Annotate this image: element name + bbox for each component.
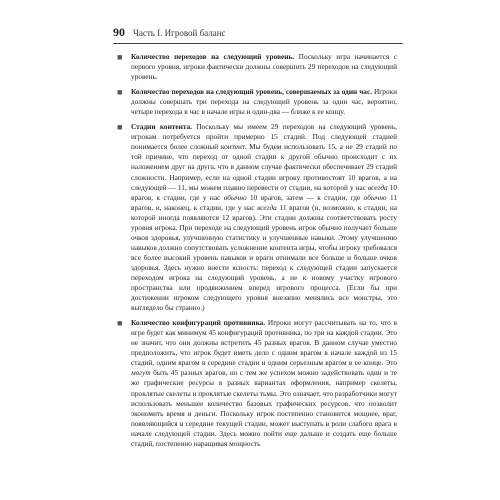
- list-item-body: Поскольку мы имеем 29 переходов на следующий уровень, игрокам потребуется пройти примерно 15 стадий. Под следующей стадией понимается более сложный контент. Мы будем использовать 15, а не 29 стадий по той причине, что переход от одной стадии к другой обычно происходит с их наложением друг на друга, что в данном случае фактически обеспечивает 29 стадий сложности. Например, если на одной стадии игроку противостоят 10 врагов, а на следующей — 11, мы можем плавно перевести от стадии, на которой у нас: [131, 122, 397, 192]
- emphasis: всегда: [368, 182, 388, 192]
- list-item: [117, 318, 397, 449]
- list-item: [117, 122, 397, 313]
- list-item-title: Стадии контента.: [131, 122, 192, 132]
- square-bullet-icon: ■: [117, 318, 123, 329]
- list-item-text: [131, 87, 397, 117]
- emphasis: всегда: [257, 202, 277, 212]
- list-item-text: [131, 52, 397, 82]
- list-item-text: [131, 122, 397, 313]
- list-item-body: быть 45 разных врагов, но с тем же успехом можно задействовать один и те же графические ресурсы в разных вариантах оформления, например скелеты, проклятые скелеты и проклятые скелеты тьмы. Это означает, что разработчики могут использовать меньшее количество базовых графических ресурсов, что позволит экономить время и деньги. Поскольку игрок постепенно становится мощнее, враг, появляющийся в середине текущей стадии, может выступать в роли слабого врага в начале следующей стадии. Здесь можно пойти еще дальше и создать еще больше стадий, постепенно наращивая мощность: [131, 368, 397, 448]
- square-bullet-icon: ■: [117, 87, 123, 98]
- list-item-text: [131, 318, 397, 449]
- list-item-body: 11 врагов, и, наконец, к стадии, где у нас: [131, 192, 398, 212]
- list-item-body: Игроки могут рассчитывать на то, что в игре будет как минимум 45 конфигураций противника, по три на каждой стадии. Это не значит, что они должны встретить 45 разных врагов. В данном случае уместно предположить, что игрок будет иметь дело с одним врагом в начале каждой из 15 стадий, одним врагом в середине стадии и одним серьезным врагом в ее конце. Это: [131, 318, 398, 368]
- list-item-body: Поскольку игра начинается с первого уровня, игроки фактически должны совершить 29 переходов на следующий уровень.: [131, 52, 398, 82]
- list-item: [117, 87, 397, 117]
- list-item-title: Количество переходов на следующий уровень, совершаемых за один час.: [131, 87, 373, 97]
- emphasis: могут: [131, 368, 151, 378]
- page-header: [113, 25, 403, 44]
- chapter-title: Часть I. Игровой баланс: [133, 28, 226, 38]
- list-item-body: 10 врагов, к стадии, где у нас: [131, 182, 398, 202]
- emphasis: обычно: [363, 192, 387, 202]
- list-item-title: Количество переходов на следующий уровень.: [131, 52, 295, 61]
- page-body: [117, 52, 397, 451]
- list-item-body: Игроки должны совершать три перехода на следующий уровень за один час, вероятно, четыре перехода в час в начале игры и один-два — ближе к ее концу.: [131, 87, 398, 117]
- list-item-title: Количество конфигураций противника.: [131, 318, 266, 328]
- square-bullet-icon: ■: [117, 122, 123, 133]
- list-item: [117, 52, 397, 82]
- emphasis: обычно: [223, 192, 247, 202]
- list-item-body: 10 врагов, затем — к стадии, где: [250, 192, 361, 202]
- square-bullet-icon: ■: [117, 52, 123, 62]
- page-number: 90: [113, 25, 125, 39]
- list-item-body: 11 врагов (и, возможно, к стадии, на которой иногда появляются 12 врагов). Эти стадии должны соответствовать росту уровня игрока. При переходе на следующий уровень игрок обычно получает больше очков здоровья, улучшенную статистику и улучшенные навыки. Этому улучшению навыков должно сопутствовать усложнение контента игры, чтобы игроку требовался все более высокий уровень навыков и враги отнимали все больше и больше очков здоровья. Здесь нужно внести ясность: переход к следующей стадии запускается переходом игрока на следующий уровень, а не к новому участку игрового пространства или продвижением вперед игрового процесса. (Если бы при достижении игроком следующего уровня внезапно менялись все монстры, это выглядело бы странно.): [131, 202, 397, 313]
